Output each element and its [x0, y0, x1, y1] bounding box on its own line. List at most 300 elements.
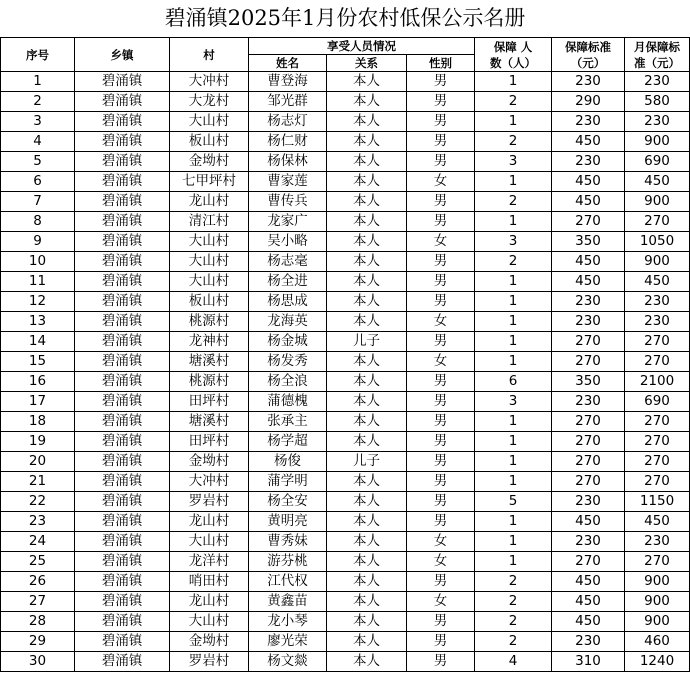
cell-village: 罗岩村: [170, 492, 249, 512]
cell-monthly: 900: [625, 192, 690, 212]
cell-gender: 男: [407, 272, 475, 292]
cell-name: 游芬桃: [249, 552, 327, 572]
cell-count: 2: [475, 572, 552, 592]
table-row: [1, 372, 690, 392]
cell-monthly: 460: [625, 632, 690, 652]
cell-count: 1: [475, 432, 552, 452]
cell-relation: 本人: [327, 652, 407, 672]
cell-count: 1: [475, 552, 552, 572]
cell-town: 碧涌镇: [75, 532, 170, 552]
table-row: [1, 652, 690, 672]
table-row: [1, 92, 690, 112]
cell-village: 龙山村: [170, 592, 249, 612]
cell-count: 1: [475, 332, 552, 352]
cell-gender: 男: [407, 392, 475, 412]
cell-relation: 本人: [327, 252, 407, 272]
cell-name: 曹登海: [249, 72, 327, 92]
cell-name: 江代权: [249, 572, 327, 592]
cell-name: 杨志毫: [249, 252, 327, 272]
cell-standard: 270: [552, 212, 625, 232]
cell-standard: 290: [552, 92, 625, 112]
cell-count: 1: [475, 472, 552, 492]
cell-monthly: 900: [625, 132, 690, 152]
welfare-table: [0, 37, 690, 672]
header-recipient-group: 享受人员情况: [249, 38, 475, 55]
cell-relation: 本人: [327, 112, 407, 132]
cell-gender: 男: [407, 332, 475, 352]
cell-gender: 女: [407, 552, 475, 572]
cell-gender: 女: [407, 172, 475, 192]
cell-town: 碧涌镇: [75, 232, 170, 252]
cell-name: 杨学超: [249, 432, 327, 452]
cell-standard: 450: [552, 612, 625, 632]
cell-town: 碧涌镇: [75, 592, 170, 612]
cell-town: 碧涌镇: [75, 572, 170, 592]
cell-count: 1: [475, 172, 552, 192]
cell-count: 3: [475, 152, 552, 172]
header-monthly-line2: 准（元）: [634, 55, 681, 70]
cell-relation: 儿子: [327, 452, 407, 472]
table-row: [1, 112, 690, 132]
header-village: 村: [170, 38, 249, 72]
cell-monthly: 900: [625, 612, 690, 632]
cell-village: 大冲村: [170, 72, 249, 92]
cell-town: 碧涌镇: [75, 552, 170, 572]
table-row: [1, 292, 690, 312]
cell-monthly: 270: [625, 352, 690, 372]
cell-monthly: 230: [625, 312, 690, 332]
table-row: [1, 412, 690, 432]
cell-town: 碧涌镇: [75, 192, 170, 212]
cell-relation: 本人: [327, 372, 407, 392]
cell-no: 8: [1, 212, 75, 232]
cell-standard: 230: [552, 532, 625, 552]
cell-no: 3: [1, 112, 75, 132]
cell-gender: 男: [407, 112, 475, 132]
cell-no: 26: [1, 572, 75, 592]
cell-monthly: 450: [625, 512, 690, 532]
cell-town: 碧涌镇: [75, 312, 170, 332]
table-body: [1, 72, 690, 672]
table-row: [1, 152, 690, 172]
cell-gender: 女: [407, 352, 475, 372]
cell-monthly: 2100: [625, 372, 690, 392]
cell-town: 碧涌镇: [75, 252, 170, 272]
cell-town: 碧涌镇: [75, 512, 170, 532]
cell-no: 23: [1, 512, 75, 532]
cell-gender: 女: [407, 232, 475, 252]
cell-gender: 男: [407, 652, 475, 672]
table-row: [1, 532, 690, 552]
cell-relation: 本人: [327, 592, 407, 612]
cell-standard: 450: [552, 172, 625, 192]
cell-count: 2: [475, 92, 552, 112]
cell-standard: 230: [552, 112, 625, 132]
cell-relation: 本人: [327, 512, 407, 532]
cell-no: 16: [1, 372, 75, 392]
cell-monthly: 270: [625, 452, 690, 472]
cell-standard: 350: [552, 232, 625, 252]
cell-relation: 本人: [327, 172, 407, 192]
cell-name: 黄明亮: [249, 512, 327, 532]
table-row: [1, 212, 690, 232]
cell-standard: 450: [552, 192, 625, 212]
cell-count: 2: [475, 592, 552, 612]
cell-monthly: 900: [625, 572, 690, 592]
cell-town: 碧涌镇: [75, 172, 170, 192]
cell-relation: 本人: [327, 492, 407, 512]
table-row: [1, 612, 690, 632]
cell-town: 碧涌镇: [75, 152, 170, 172]
table-row: [1, 332, 690, 352]
cell-count: 3: [475, 392, 552, 412]
cell-count: 1: [475, 272, 552, 292]
cell-town: 碧涌镇: [75, 392, 170, 412]
cell-no: 29: [1, 632, 75, 652]
cell-town: 碧涌镇: [75, 332, 170, 352]
cell-name: 蒲学明: [249, 472, 327, 492]
table-row: [1, 452, 690, 472]
cell-count: 2: [475, 632, 552, 652]
cell-no: 12: [1, 292, 75, 312]
cell-village: 金坳村: [170, 152, 249, 172]
cell-village: 金坳村: [170, 632, 249, 652]
cell-relation: 本人: [327, 572, 407, 592]
cell-village: 大山村: [170, 112, 249, 132]
cell-standard: 450: [552, 272, 625, 292]
cell-village: 田坪村: [170, 432, 249, 452]
cell-relation: 本人: [327, 92, 407, 112]
cell-no: 2: [1, 92, 75, 112]
cell-no: 21: [1, 472, 75, 492]
cell-gender: 男: [407, 432, 475, 452]
cell-gender: 男: [407, 192, 475, 212]
cell-name: 曹家莲: [249, 172, 327, 192]
cell-no: 15: [1, 352, 75, 372]
header-no: 序号: [1, 38, 75, 72]
cell-village: 龙洋村: [170, 552, 249, 572]
cell-monthly: 580: [625, 92, 690, 112]
cell-town: 碧涌镇: [75, 412, 170, 432]
table-row: [1, 352, 690, 372]
cell-gender: 男: [407, 612, 475, 632]
cell-town: 碧涌镇: [75, 292, 170, 312]
cell-no: 7: [1, 192, 75, 212]
cell-no: 14: [1, 332, 75, 352]
cell-village: 田坪村: [170, 392, 249, 412]
cell-standard: 450: [552, 252, 625, 272]
cell-gender: 女: [407, 312, 475, 332]
cell-gender: 男: [407, 132, 475, 152]
cell-count: 1: [475, 312, 552, 332]
header-count: [475, 38, 552, 72]
cell-monthly: 1240: [625, 652, 690, 672]
cell-name: 蒲德槐: [249, 392, 327, 412]
header-monthly-line1: 月保障标: [634, 39, 681, 54]
table-row: [1, 592, 690, 612]
cell-monthly: 900: [625, 252, 690, 272]
table-row: [1, 572, 690, 592]
cell-relation: 本人: [327, 152, 407, 172]
cell-no: 25: [1, 552, 75, 572]
cell-count: 1: [475, 452, 552, 472]
cell-village: 塘溪村: [170, 412, 249, 432]
table-row: [1, 232, 690, 252]
cell-name: 杨全进: [249, 272, 327, 292]
cell-no: 11: [1, 272, 75, 292]
cell-standard: 230: [552, 312, 625, 332]
cell-relation: 儿子: [327, 332, 407, 352]
cell-no: 22: [1, 492, 75, 512]
cell-name: 龙家广: [249, 212, 327, 232]
cell-village: 龙神村: [170, 332, 249, 352]
cell-relation: 本人: [327, 212, 407, 232]
cell-name: 杨全浪: [249, 372, 327, 392]
cell-village: 金坳村: [170, 452, 249, 472]
cell-town: 碧涌镇: [75, 452, 170, 472]
cell-name: 吴小略: [249, 232, 327, 252]
cell-name: 黄鑫苗: [249, 592, 327, 612]
cell-name: 龙海英: [249, 312, 327, 332]
cell-relation: 本人: [327, 132, 407, 152]
table-row: [1, 272, 690, 292]
cell-standard: 270: [552, 352, 625, 372]
cell-gender: 男: [407, 492, 475, 512]
cell-count: 2: [475, 192, 552, 212]
cell-count: 1: [475, 212, 552, 232]
cell-village: 大龙村: [170, 92, 249, 112]
table-row: [1, 252, 690, 272]
cell-monthly: 270: [625, 432, 690, 452]
cell-count: 1: [475, 512, 552, 532]
cell-standard: 230: [552, 292, 625, 312]
cell-no: 18: [1, 412, 75, 432]
header-standard-line2: （元）: [570, 55, 606, 70]
cell-village: 塘溪村: [170, 352, 249, 372]
cell-count: 2: [475, 612, 552, 632]
cell-no: 19: [1, 432, 75, 452]
cell-relation: 本人: [327, 272, 407, 292]
cell-gender: 男: [407, 72, 475, 92]
header-name: 姓名: [249, 55, 327, 72]
cell-monthly: 270: [625, 332, 690, 352]
cell-town: 碧涌镇: [75, 72, 170, 92]
cell-monthly: 450: [625, 272, 690, 292]
cell-town: 碧涌镇: [75, 472, 170, 492]
cell-standard: 270: [552, 412, 625, 432]
cell-count: 1: [475, 292, 552, 312]
cell-name: 张承主: [249, 412, 327, 432]
cell-no: 9: [1, 232, 75, 252]
cell-standard: 450: [552, 132, 625, 152]
cell-no: 6: [1, 172, 75, 192]
cell-standard: 270: [552, 552, 625, 572]
cell-town: 碧涌镇: [75, 272, 170, 292]
cell-monthly: 230: [625, 112, 690, 132]
cell-village: 哨田村: [170, 572, 249, 592]
cell-standard: 230: [552, 152, 625, 172]
header-monthly: [625, 38, 690, 72]
cell-no: 30: [1, 652, 75, 672]
cell-name: 邹光群: [249, 92, 327, 112]
cell-monthly: 270: [625, 552, 690, 572]
cell-standard: 450: [552, 572, 625, 592]
cell-name: 曹传兵: [249, 192, 327, 212]
cell-village: 罗岩村: [170, 652, 249, 672]
cell-village: 龙山村: [170, 192, 249, 212]
cell-monthly: 230: [625, 292, 690, 312]
cell-no: 24: [1, 532, 75, 552]
cell-gender: 男: [407, 152, 475, 172]
cell-name: 杨俊: [249, 452, 327, 472]
cell-standard: 310: [552, 652, 625, 672]
cell-town: 碧涌镇: [75, 652, 170, 672]
cell-standard: 450: [552, 592, 625, 612]
cell-relation: 本人: [327, 412, 407, 432]
cell-village: 大山村: [170, 612, 249, 632]
cell-standard: 270: [552, 432, 625, 452]
cell-village: 板山村: [170, 292, 249, 312]
cell-name: 杨保林: [249, 152, 327, 172]
cell-name: 杨文燚: [249, 652, 327, 672]
cell-relation: 本人: [327, 292, 407, 312]
cell-town: 碧涌镇: [75, 212, 170, 232]
cell-gender: 女: [407, 592, 475, 612]
cell-relation: 本人: [327, 532, 407, 552]
cell-count: 1: [475, 112, 552, 132]
cell-name: 杨金城: [249, 332, 327, 352]
table-row: [1, 552, 690, 572]
cell-name: 杨发秀: [249, 352, 327, 372]
cell-name: 杨全安: [249, 492, 327, 512]
cell-count: 5: [475, 492, 552, 512]
cell-no: 5: [1, 152, 75, 172]
cell-no: 20: [1, 452, 75, 472]
cell-gender: 男: [407, 472, 475, 492]
cell-monthly: 1150: [625, 492, 690, 512]
cell-gender: 男: [407, 572, 475, 592]
cell-town: 碧涌镇: [75, 612, 170, 632]
table-row: [1, 632, 690, 652]
cell-monthly: 690: [625, 392, 690, 412]
cell-relation: 本人: [327, 432, 407, 452]
cell-standard: 270: [552, 332, 625, 352]
cell-town: 碧涌镇: [75, 352, 170, 372]
header-relation: 关系: [327, 55, 407, 72]
cell-count: 2: [475, 252, 552, 272]
cell-relation: 本人: [327, 632, 407, 652]
table-row: [1, 432, 690, 452]
cell-village: 龙山村: [170, 512, 249, 532]
cell-town: 碧涌镇: [75, 112, 170, 132]
cell-standard: 230: [552, 492, 625, 512]
cell-monthly: 270: [625, 212, 690, 232]
cell-monthly: 1050: [625, 232, 690, 252]
cell-no: 27: [1, 592, 75, 612]
cell-standard: 230: [552, 392, 625, 412]
document-title: 碧涌镇2025年1月份农村低保公示名册: [164, 6, 526, 30]
cell-town: 碧涌镇: [75, 492, 170, 512]
table-row: [1, 512, 690, 532]
cell-monthly: 270: [625, 472, 690, 492]
cell-village: 清江村: [170, 212, 249, 232]
cell-village: 大山村: [170, 252, 249, 272]
cell-standard: 450: [552, 512, 625, 532]
cell-count: 1: [475, 412, 552, 432]
cell-count: 1: [475, 352, 552, 372]
cell-count: 2: [475, 132, 552, 152]
cell-no: 28: [1, 612, 75, 632]
cell-name: 杨仁财: [249, 132, 327, 152]
cell-monthly: 690: [625, 152, 690, 172]
header-count-line2: 数（人）: [490, 55, 537, 70]
cell-no: 1: [1, 72, 75, 92]
cell-gender: 男: [407, 292, 475, 312]
cell-standard: 230: [552, 72, 625, 92]
table-row: [1, 392, 690, 412]
cell-count: 1: [475, 72, 552, 92]
cell-name: 廖光荣: [249, 632, 327, 652]
cell-standard: 230: [552, 632, 625, 652]
table-row: [1, 72, 690, 92]
table-row: [1, 132, 690, 152]
cell-standard: 270: [552, 472, 625, 492]
cell-village: 板山村: [170, 132, 249, 152]
cell-relation: 本人: [327, 72, 407, 92]
cell-gender: 男: [407, 252, 475, 272]
cell-standard: 270: [552, 452, 625, 472]
cell-town: 碧涌镇: [75, 92, 170, 112]
cell-name: 杨思成: [249, 292, 327, 312]
header-town: 乡镇: [75, 38, 170, 72]
table-row: [1, 492, 690, 512]
cell-relation: 本人: [327, 232, 407, 252]
cell-relation: 本人: [327, 192, 407, 212]
cell-relation: 本人: [327, 392, 407, 412]
cell-monthly: 230: [625, 72, 690, 92]
cell-village: 大冲村: [170, 472, 249, 492]
cell-relation: 本人: [327, 552, 407, 572]
cell-village: 桃源村: [170, 372, 249, 392]
header-standard: [552, 38, 625, 72]
cell-count: 6: [475, 372, 552, 392]
cell-relation: 本人: [327, 312, 407, 332]
cell-gender: 男: [407, 372, 475, 392]
table-row: [1, 172, 690, 192]
cell-count: 3: [475, 232, 552, 252]
cell-relation: 本人: [327, 612, 407, 632]
cell-no: 17: [1, 392, 75, 412]
cell-gender: 男: [407, 452, 475, 472]
cell-monthly: 900: [625, 592, 690, 612]
cell-gender: 男: [407, 632, 475, 652]
cell-gender: 男: [407, 412, 475, 432]
cell-village: 大山村: [170, 272, 249, 292]
cell-name: 曹秀妹: [249, 532, 327, 552]
cell-monthly: 450: [625, 172, 690, 192]
cell-name: 杨志灯: [249, 112, 327, 132]
cell-town: 碧涌镇: [75, 632, 170, 652]
cell-village: 七甲坪村: [170, 172, 249, 192]
cell-town: 碧涌镇: [75, 432, 170, 452]
header-gender: 性别: [407, 55, 475, 72]
cell-monthly: 230: [625, 532, 690, 552]
cell-no: 4: [1, 132, 75, 152]
cell-monthly: 270: [625, 412, 690, 432]
cell-gender: 男: [407, 92, 475, 112]
cell-gender: 男: [407, 212, 475, 232]
table-row: [1, 312, 690, 332]
